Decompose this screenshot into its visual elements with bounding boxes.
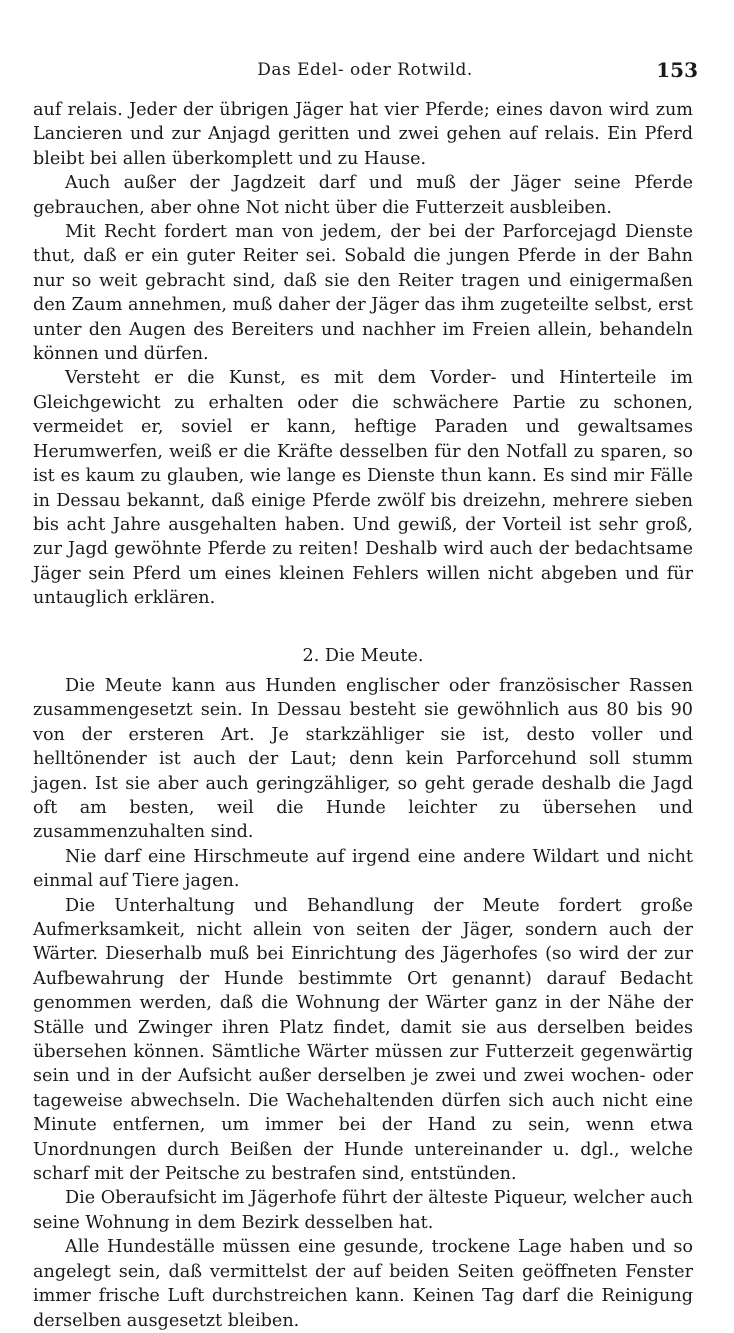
paragraph: Nie darf eine Hirschmeute auf irgend eine andere Wildart und nicht einmal auf Tiere jagen.: [33, 846, 693, 892]
section-heading: 2. Die Meute.: [302, 645, 424, 666]
paragraph: Auch außer der Jagdzeit darf und muß der Jäger seine Pferde gebrauchen, aber ohne Not nicht über die Futterzeit ausbleiben.: [33, 173, 693, 218]
paragraph: Die Unterhaltung und Behandlung der Meute fordert große Aufmerksamkeit, nicht allein von seiten der Jäger, sondern auch der Wärter. Dieserhalb muß bei Einrichtung des Jägerhofes (so wird der zur Aufbewahrung der Hunde bestimmte Ort genannt) darauf Bedacht genommen werden, daß die Wohnung der Wärter ganz in der Nähe der Ställe und Zwinger ihren Platz findet, damit sie aus derselben beides übersehen können. Sämtliche Wärter müssen zur Futterzeit gegenwärtig sein und in der Aufsicht außer derselben je zwei und zwei wochen- oder tageweise abwechseln. Die Wachehaltenden dürfen sich auch nicht eine Minute entfernen, um immer bei der Hand zu sein, wenn etwa Unordnungen durch Beißen der Hunde untereinander u. dgl., welche scharf mit der Peitsche zu bestrafen sind, entstünden.: [33, 895, 693, 1185]
paragraph: Die Meute kann aus Hunden englischer oder französischer Rassen zusammengesetzt sein. In Dessau besteht sie gewöhnlich aus 80 bis 90 von der ersteren Art. Je starkzähliger sie ist, desto voller und helltönender ist auch der Laut; denn kein Parforcehund soll stumm jagen. Ist sie aber auch geringzähliger, so geht gerade deshalb die Jagd oft am besten, weil die Hunde leichter zu übersehen und zusammenzuhalten sind.: [33, 675, 693, 843]
paragraph: Alle Hundeställe müssen eine gesunde, trockene Lage haben und so angelegt sein, daß vermittelst der auf beiden Seiten geöffneten Fenster immer frische Luft durchstreichen kann. Keinen Tag darf die Reinigung derselben ausgesetzt bleiben.: [33, 1237, 693, 1331]
paragraph: Mit Recht fordert man von jedem, der bei der Parforcejagd Dienste thut, daß er ein guter Reiter sei. Sobald die jungen Pferde in der Bahn nur so weit gebracht sind, daß sie den Reiter tragen und einigermaßen den Zaum annehmen, muß daher der Jäger das ihm zugeteilte selbst, erst unter den Augen des Bereiters und nachher im Freien allein, behandeln können und dürfen.: [33, 222, 693, 365]
page-number: 153: [656, 58, 698, 82]
paragraph: auf relais. Jeder der übrigen Jäger hat vier Pferde; eines davon wird zum Lancieren und zur Anjagd geritten und zwei gehen auf relais. Ein Pferd bleibt bei allen überkomplett und zu Hause.: [33, 100, 693, 169]
paragraph: Die Oberaufsicht im Jägerhofe führt der älteste Piqueur, welcher auch seine Wohnung in dem Bezirk desselben hat.: [33, 1188, 693, 1233]
page-header: [32, 56, 698, 86]
running-title: Das Edel- oder Rotwild.: [257, 60, 473, 80]
page-body: [33, 98, 693, 1333]
paragraph: Versteht er die Kunst, es mit dem Vorder- und Hinterteile im Gleichgewicht zu erhalten oder die schwächere Partie zu schonen, vermeidet er, soviel er kann, heftige Paraden und gewaltsames Herumwerfen, weiß er die Kräfte desselben für den Notfall zu sparen, so ist es kaum zu glauben, wie lange es Dienste thun kann. Es sind mir Fälle in Dessau bekannt, daß einige Pferde zwölf bis dreizehn, mehrere sieben bis acht Jahre ausgehalten haben. Und gewiß, der Vorteil ist sehr groß, zur Jagd gewöhnte Pferde zu reiten! Deshalb wird auch der bedachtsame Jäger sein Pferd um eines kleinen Fehlers willen nicht abgeben und für untauglich erklären.: [33, 368, 693, 609]
